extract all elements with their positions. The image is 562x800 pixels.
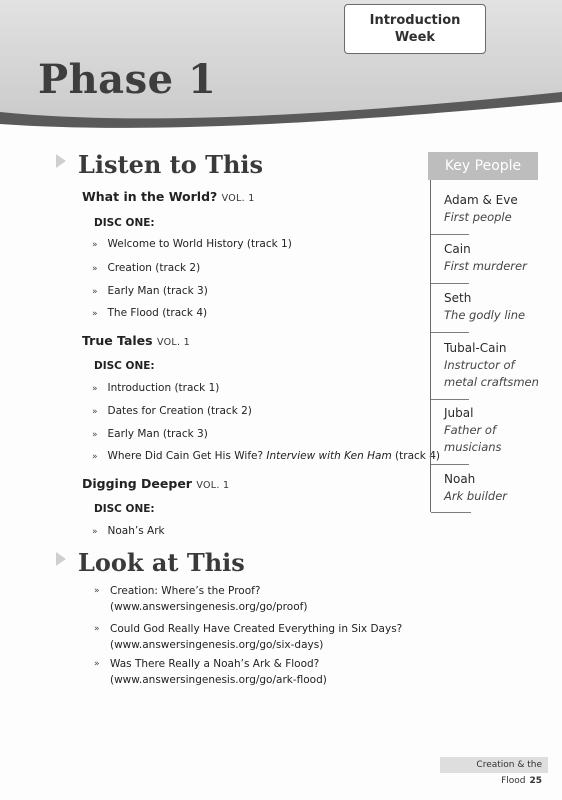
disc-label: DISC ONE:: [94, 503, 155, 515]
look-item: [94, 656, 424, 688]
chevron-bullet-icon: »: [92, 407, 98, 417]
source-title-text: Digging Deeper: [82, 476, 192, 491]
source-volume: VOL. 1: [196, 480, 230, 491]
track-text-before: Where Did Cain Get His Wife?: [107, 450, 267, 462]
divider: [431, 399, 469, 400]
key-person: [444, 290, 525, 324]
chevron-bullet-icon: »: [94, 659, 100, 669]
person-role-line2: musicians: [444, 440, 502, 454]
look-heading: [56, 548, 245, 577]
track-item: [92, 262, 200, 274]
source-title: [82, 189, 255, 204]
chevron-bullet-icon: »: [92, 264, 98, 274]
person-name: Noah: [444, 472, 476, 486]
footer-book-title: Creation & the Flood: [476, 760, 542, 786]
chevron-bullet-icon: »: [92, 384, 98, 394]
track-text-after: (track 4): [391, 450, 440, 462]
key-person: [444, 192, 518, 226]
person-role: First people: [444, 210, 512, 224]
key-person: [444, 241, 527, 275]
track-item: [92, 285, 208, 297]
track-item: [92, 450, 440, 462]
person-name: Jubal: [444, 406, 474, 420]
listen-heading-text: Listen to This: [78, 150, 264, 179]
phase-title: Phase 1: [38, 56, 217, 103]
person-role: The godly line: [444, 308, 526, 322]
week-label-line2: Week: [394, 30, 436, 45]
track-item: [92, 307, 207, 319]
chevron-bullet-icon: »: [92, 430, 98, 440]
divider: [431, 283, 469, 284]
key-person: [444, 405, 502, 456]
track-item: [92, 428, 208, 440]
person-name: Tubal-Cain: [444, 341, 507, 355]
track-item: [92, 525, 165, 537]
source-title: [82, 333, 190, 348]
source-volume: VOL. 1: [221, 193, 255, 204]
page-number: 25: [529, 776, 542, 786]
divider: [431, 464, 469, 465]
person-name: Cain: [444, 242, 471, 256]
disc-label: DISC ONE:: [94, 217, 155, 229]
triangle-bullet-icon: [56, 154, 66, 168]
look-heading-text: Look at This: [78, 548, 245, 577]
person-role: Ark builder: [444, 489, 507, 503]
source-title-text: True Tales: [82, 333, 153, 348]
person-role-line1: Instructor of: [444, 358, 515, 372]
track-text: Early Man (track 3): [107, 285, 208, 297]
triangle-bullet-icon: [56, 552, 66, 566]
look-item-text: Was There Really a Noah’s Ark & Flood? (www.answersingenesis.org/go/ark-flood): [110, 658, 327, 686]
track-text: Noah’s Ark: [107, 525, 165, 537]
track-text: Dates for Creation (track 2): [107, 405, 252, 417]
look-item-text: Could God Really Have Created Everything in Six Days? (www.answersingenesis.org/go/six-days): [110, 623, 403, 651]
key-person: [444, 340, 539, 391]
divider: [431, 234, 469, 235]
chevron-bullet-icon: »: [94, 586, 100, 596]
chevron-bullet-icon: »: [92, 287, 98, 297]
person-role-line2: metal craftsmen: [444, 375, 539, 389]
listen-heading: [56, 150, 263, 179]
person-name: Adam & Eve: [444, 193, 518, 207]
week-label-line1: Introduction: [369, 13, 461, 28]
chevron-bullet-icon: »: [92, 527, 98, 537]
track-text: Welcome to World History (track 1): [107, 238, 292, 250]
person-role-line1: Father of: [444, 423, 497, 437]
track-text: Creation (track 2): [107, 262, 201, 274]
chevron-bullet-icon: »: [94, 624, 100, 634]
divider: [431, 512, 471, 513]
track-item: [92, 405, 252, 417]
track-text: Early Man (track 3): [107, 428, 208, 440]
divider: [431, 332, 469, 333]
track-text: Introduction (track 1): [107, 382, 220, 394]
track-item: [92, 382, 219, 394]
source-title-text: What in the World?: [82, 189, 218, 204]
look-item: [94, 621, 424, 653]
chevron-bullet-icon: »: [92, 452, 98, 462]
chevron-bullet-icon: »: [92, 240, 98, 250]
look-item: [94, 583, 424, 615]
source-volume: VOL. 1: [156, 337, 190, 348]
key-person: [444, 471, 507, 505]
key-people-heading: Key People: [428, 152, 538, 180]
key-people-rule: [430, 180, 431, 512]
track-item: [92, 238, 292, 250]
page-footer: [440, 757, 548, 786]
person-role: First murderer: [444, 259, 527, 273]
key-people-panel: [428, 152, 538, 180]
person-name: Seth: [444, 291, 472, 305]
disc-label: DISC ONE:: [94, 360, 155, 372]
track-text-italic: Interview with Ken Ham: [266, 450, 392, 462]
source-title: [82, 476, 229, 491]
look-item-text: Creation: Where’s the Proof? (www.answersingenesis.org/go/proof): [110, 585, 308, 613]
track-text: The Flood (track 4): [107, 307, 208, 319]
week-label-box: [344, 4, 486, 54]
chevron-bullet-icon: »: [92, 309, 98, 319]
